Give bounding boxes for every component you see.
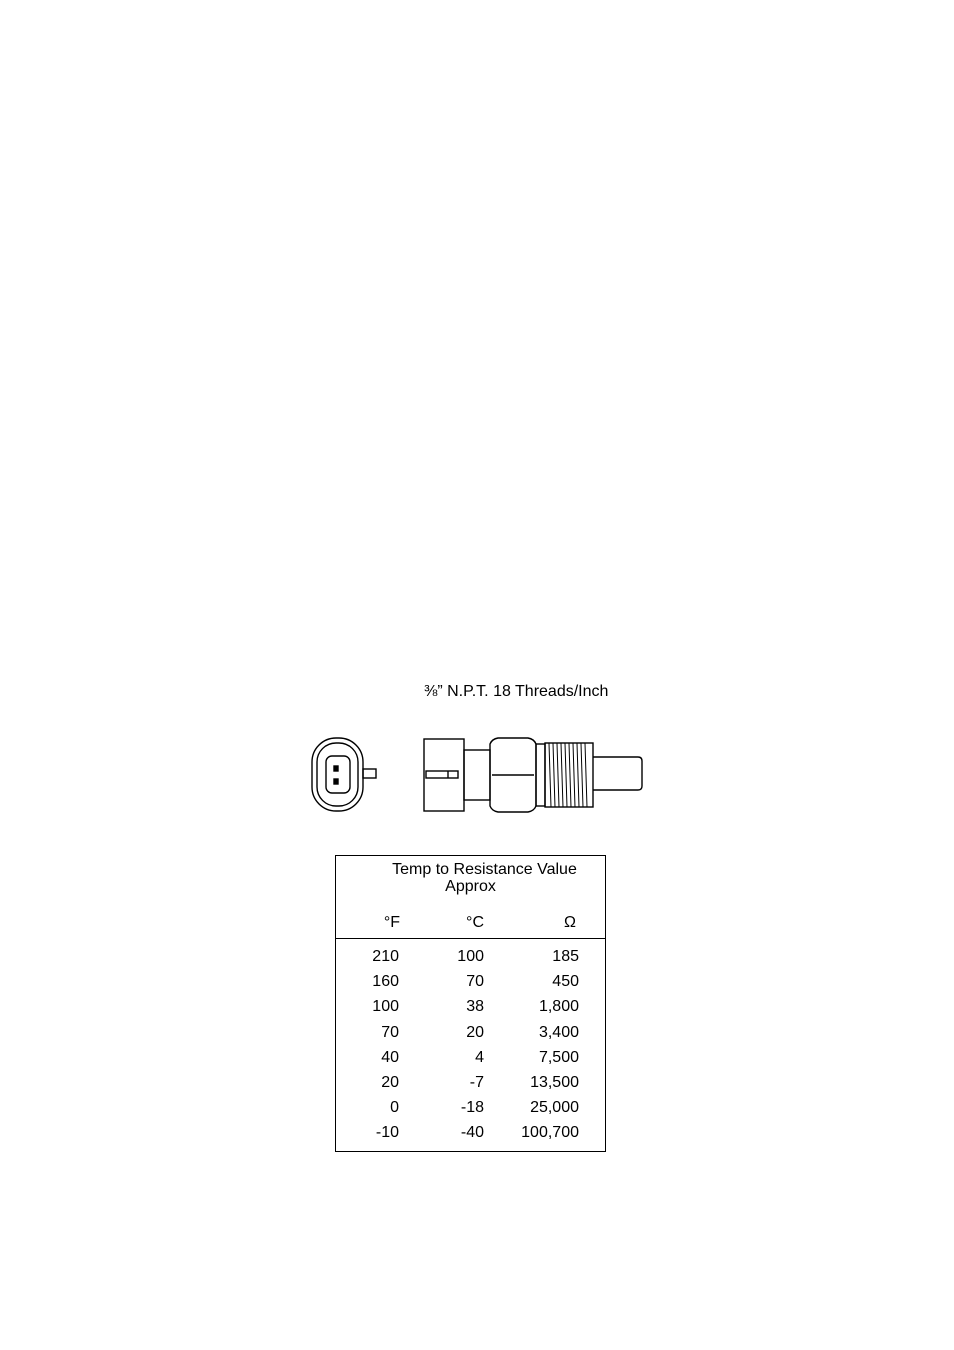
table-row xyxy=(336,1024,605,1049)
cell-ohms: 13,500 xyxy=(530,1073,579,1091)
cell-celsius: 20 xyxy=(466,1023,484,1041)
cell-fahrenheit: -10 xyxy=(375,1124,399,1142)
table-row xyxy=(336,1099,605,1124)
table-row xyxy=(336,1124,605,1149)
header-ohms: Ω xyxy=(564,914,576,931)
cell-fahrenheit: 210 xyxy=(372,948,399,965)
cell-fahrenheit: 40 xyxy=(381,1048,399,1066)
table-title: Temp to Resistance Value xyxy=(392,861,577,878)
cell-fahrenheit: 160 xyxy=(372,973,399,991)
cell-fahrenheit: 100 xyxy=(372,998,399,1016)
cell-ohms: 3,400 xyxy=(538,1023,579,1041)
table-row xyxy=(336,973,605,998)
cell-ohms: 100,700 xyxy=(521,1124,579,1142)
cell-celsius: 70 xyxy=(466,973,484,991)
cell-fahrenheit: 0 xyxy=(390,1099,399,1117)
cell-ohms: 25,000 xyxy=(530,1099,579,1117)
table-subtitle: Approx xyxy=(445,878,496,895)
cell-celsius: 100 xyxy=(457,948,484,965)
table-row xyxy=(336,998,605,1023)
table-body xyxy=(336,948,605,1150)
cell-ohms: 450 xyxy=(552,973,579,991)
cell-celsius: 38 xyxy=(466,998,484,1016)
cell-fahrenheit: 70 xyxy=(381,1023,399,1041)
table-row xyxy=(336,1074,605,1099)
table-row xyxy=(336,1049,605,1074)
sensor-side-view xyxy=(424,738,642,812)
cell-celsius: -40 xyxy=(460,1124,484,1142)
cell-celsius: -7 xyxy=(469,1073,484,1091)
header-celsius: °C xyxy=(466,914,484,931)
temp-resistance-table xyxy=(335,855,606,1152)
header-divider xyxy=(336,938,605,939)
connector-end-view xyxy=(312,738,376,811)
cell-ohms: 1,800 xyxy=(538,998,579,1016)
thread-spec-label: ⅜” N.P.T. 18 Threads/Inch xyxy=(424,683,609,700)
cell-ohms: 185 xyxy=(552,948,579,965)
header-fahrenheit: °F xyxy=(383,914,400,931)
cell-ohms: 7,500 xyxy=(538,1048,579,1066)
coolant-temp-sensor-drawing xyxy=(300,728,650,818)
table-row xyxy=(336,948,605,973)
cell-fahrenheit: 20 xyxy=(381,1073,399,1091)
cell-celsius: -18 xyxy=(460,1099,484,1117)
cell-celsius: 4 xyxy=(475,1048,484,1066)
